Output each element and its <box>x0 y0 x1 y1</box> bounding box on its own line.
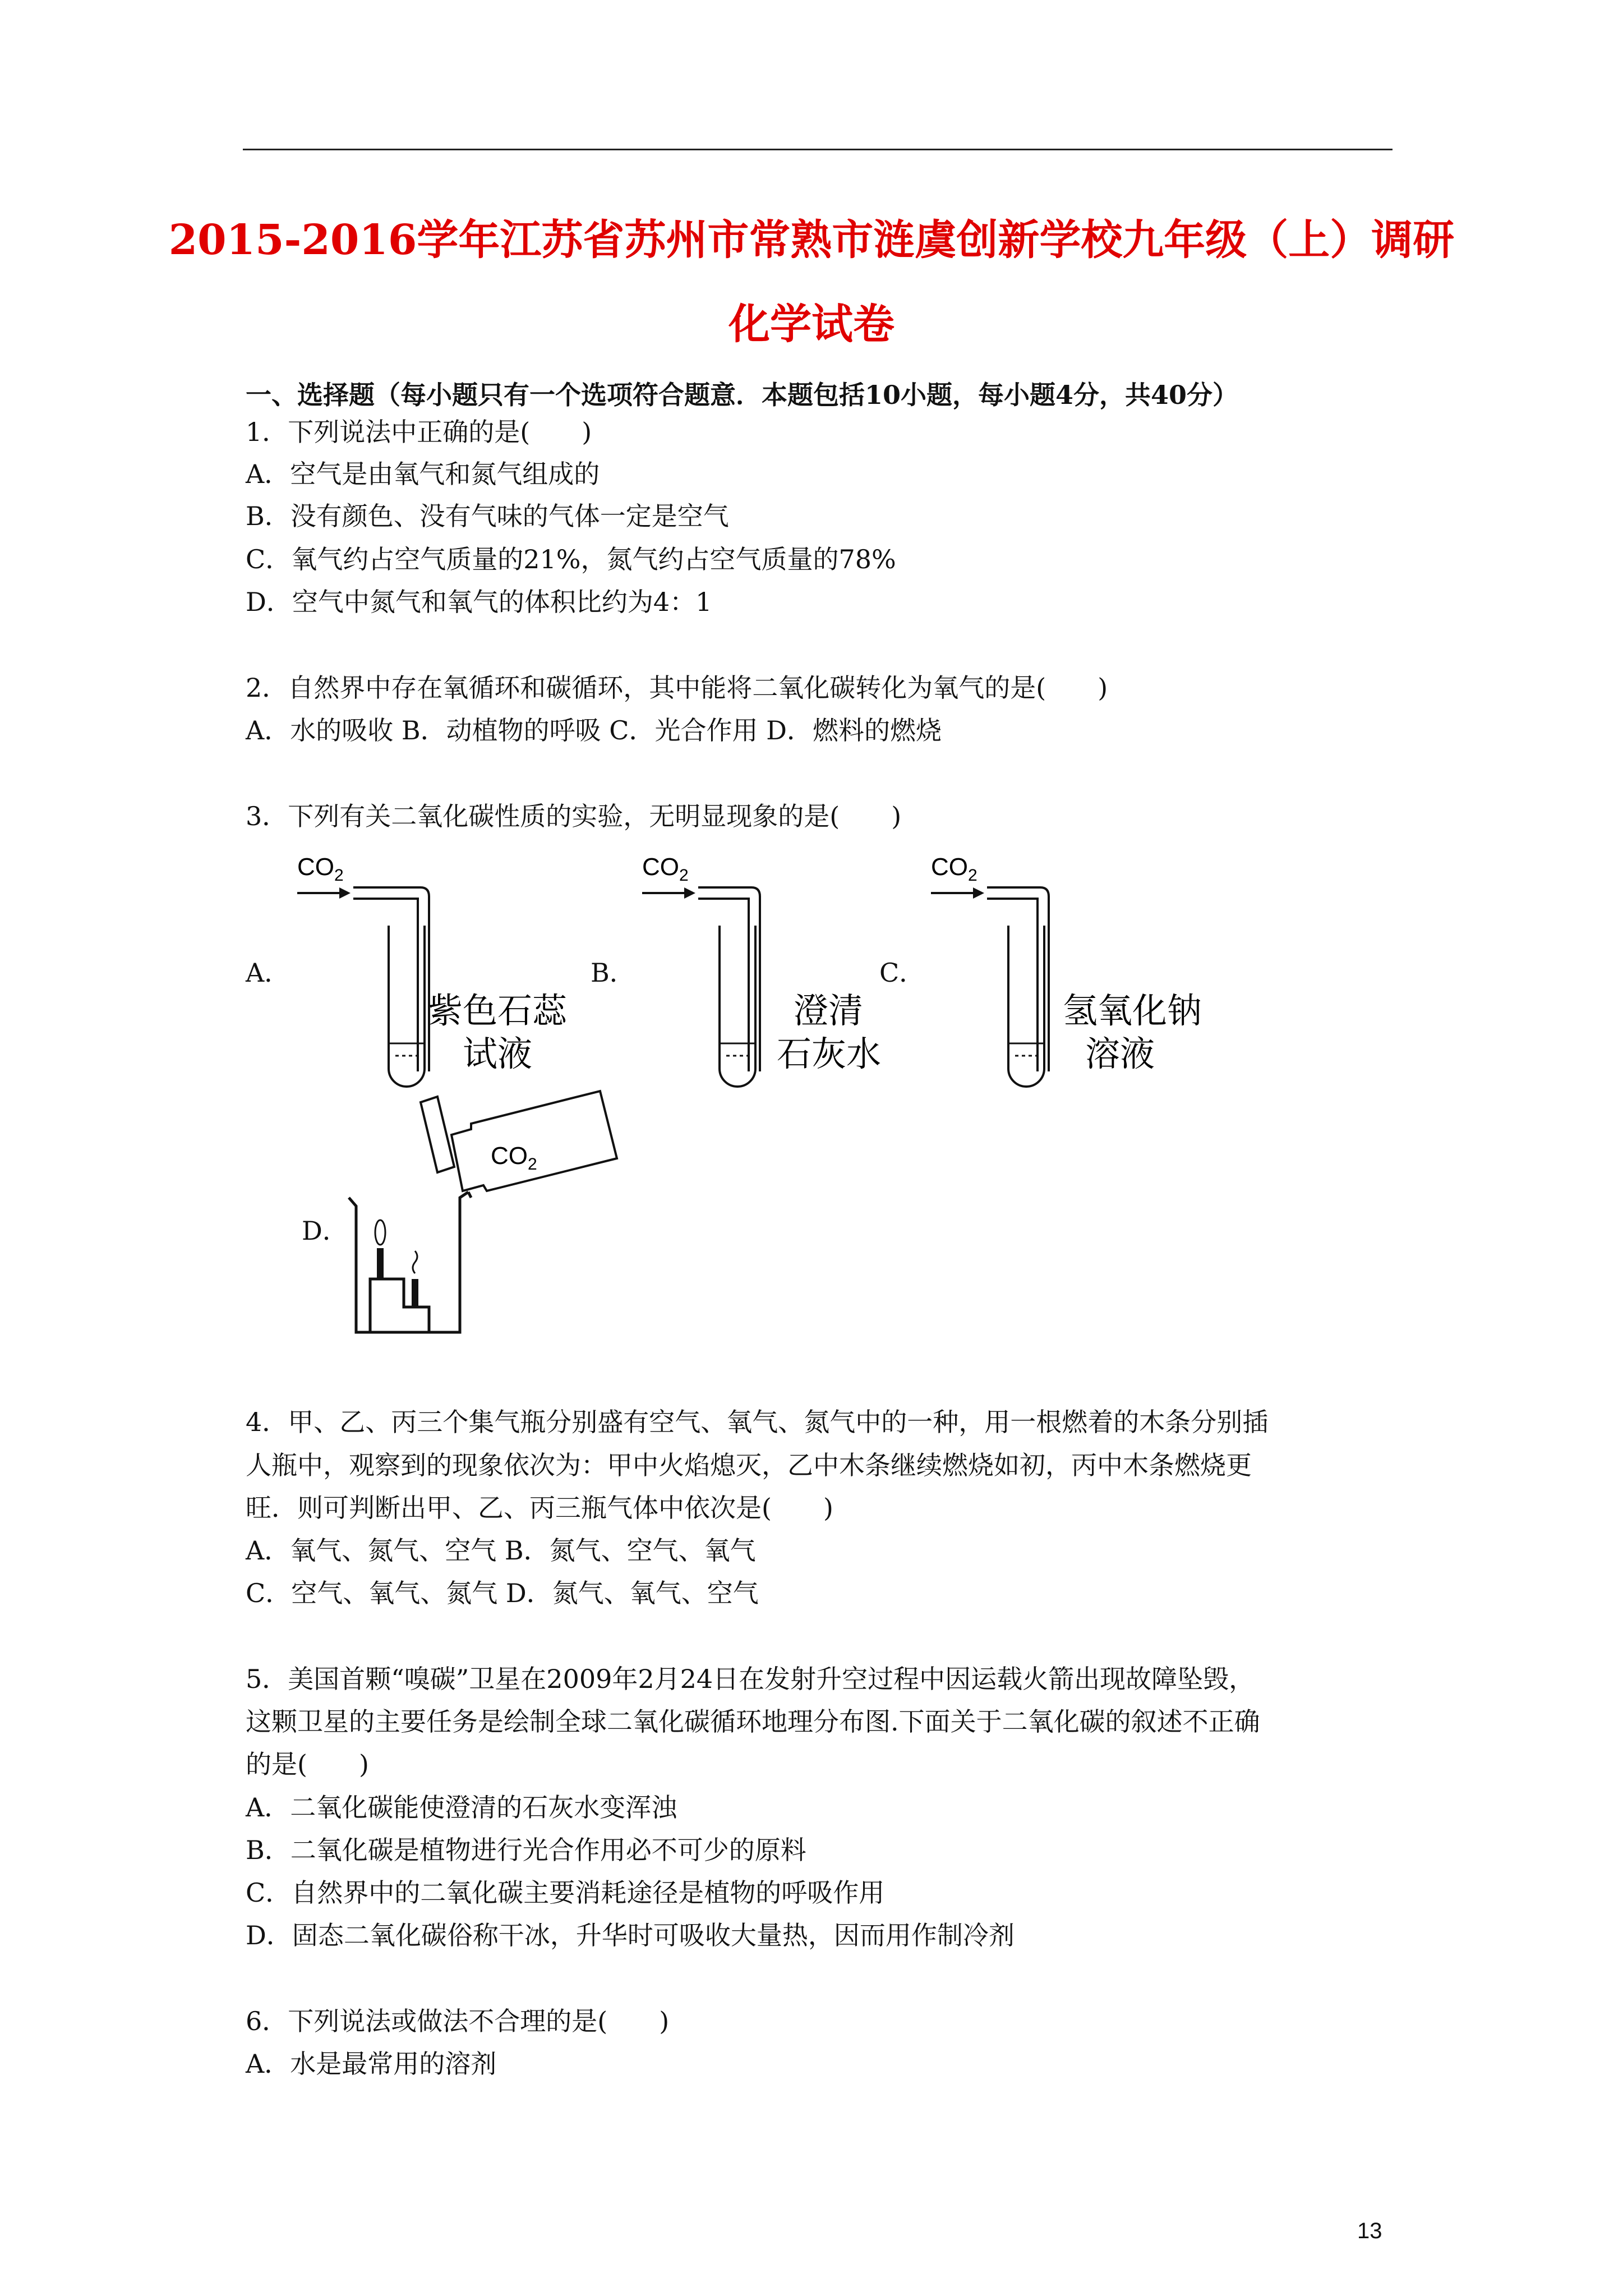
page-title-line1: 2015-2016学年江苏省苏州市常熟市涟虞创新学校九年级（上）调研 <box>168 216 1455 264</box>
q3-b-liquid-line2: 石灰水 <box>777 1035 882 1074</box>
q1-option-b: B．没有颜色、没有气味的气体一定是空气 <box>246 501 729 531</box>
q5-option-d: D．固态二氧化碳俗称干冰，升华时可吸收大量热，因而用作制冷剂 <box>246 1920 1015 1950</box>
page-title-line2: 化学试卷 <box>728 300 895 348</box>
q5-stem-line3: 的是( ) <box>246 1749 369 1779</box>
q3-c-liquid-line2: 溶液 <box>1085 1035 1155 1074</box>
q2-options: A．水的吸收 B．动植物的呼吸 C．光合作用 D．燃料的燃烧 <box>246 715 942 746</box>
q1-stem: 1．下列说法中正确的是( ) <box>246 417 592 447</box>
q5-stem-line1: 5．美国首颗“嗅碳”卫星在2009年2月24日在发射升空过程中因运载火箭出现故障坠毁， <box>246 1664 1255 1694</box>
q4-stem-line3: 旺．则可判断出甲、乙、丙三瓶气体中依次是( ) <box>246 1493 833 1523</box>
q6-option-a: A．水是最常用的溶剂 <box>246 2049 497 2079</box>
q3-figure-d <box>336 1085 651 1349</box>
q3-option-a-label: A． <box>246 958 291 988</box>
q2-stem: 2．自然界中存在氧循环和碳循环，其中能将二氧化碳转化为氧气的是( ) <box>246 673 1108 703</box>
co2-label: $CO_2$ <box>642 853 689 885</box>
q3-figure-a <box>294 847 586 1094</box>
co2-label: $CO_2$ <box>297 853 344 885</box>
test-tube-icon <box>987 887 1049 1087</box>
co2-bottle-label: $CO_2$ <box>491 1142 537 1174</box>
beaker-icon <box>349 1192 471 1332</box>
gas-bottle-icon <box>421 1091 617 1191</box>
section-heading: 一、选择题（每小题只有一个选项符合题意．本题包括10小题，每小题4分，共40分） <box>246 380 1239 410</box>
q4-stem-line2: 人瓶中，观察到的现象依次为：甲中火焰熄灭，乙中木条继续燃烧如初，丙中木条燃烧更 <box>246 1450 1252 1480</box>
q1-option-d: D．空气中氮气和氧气的体积比约为4：1 <box>246 587 712 617</box>
q1-option-a: A．空气是由氧气和氮气组成的 <box>246 459 600 489</box>
arrow-icon <box>297 887 351 899</box>
q3-figure-c <box>928 847 1220 1094</box>
header-rule <box>243 149 1393 150</box>
q5-stem-line2: 这颗卫星的主要任务是绘制全球二氧化碳循环地理分布图.下面关于二氧化碳的叙述不正确 <box>246 1706 1260 1737</box>
q4-stem-line1: 4．甲、乙、丙三个集气瓶分别盛有空气、氧气、氮气中的一种，用一根燃着的木条分别插 <box>246 1407 1269 1437</box>
arrow-icon <box>642 887 695 899</box>
q3-option-c-label: C． <box>879 958 925 988</box>
q3-a-liquid-line1: 紫色石蕊 <box>428 992 568 1030</box>
q3-option-d-label: D． <box>302 1216 348 1246</box>
candles-icon <box>370 1220 429 1332</box>
q3-a-liquid-line2: 试液 <box>463 1035 533 1074</box>
q3-stem: 3．下列有关二氧化碳性质的实验，无明显现象的是( ) <box>246 801 902 831</box>
q3-c-liquid-line1: 氢氧化钠 <box>1063 992 1202 1030</box>
co2-label: $CO_2$ <box>931 853 978 885</box>
q5-option-a: A．二氧化碳能使澄清的石灰水变浑浊 <box>246 1792 677 1823</box>
q6-stem: 6．下列说法或做法不合理的是( ) <box>246 2006 670 2036</box>
q3-option-b-label: B． <box>591 958 635 988</box>
test-tube-icon <box>353 887 429 1087</box>
q5-option-b: B．二氧化碳是植物进行光合作用必不可少的原料 <box>246 1835 806 1865</box>
q4-options-cd: C．空气、氧气、氮气 D．氮气、氧气、空气 <box>246 1578 759 1608</box>
page-number: 13 <box>1357 2219 1382 2243</box>
q4-options-ab: A．氧气、氮气、空气 B．氮气、空气、氧气 <box>246 1535 756 1566</box>
q3-figure-b <box>639 847 897 1094</box>
q1-option-c: C．氧气约占空气质量的21%，氮气约占空气质量的78% <box>246 544 896 574</box>
arrow-icon <box>931 887 984 899</box>
test-tube-icon <box>698 887 760 1087</box>
q5-option-c: C．自然界中的二氧化碳主要消耗途径是植物的呼吸作用 <box>246 1878 885 1908</box>
q3-b-liquid-line1: 澄清 <box>794 992 864 1030</box>
